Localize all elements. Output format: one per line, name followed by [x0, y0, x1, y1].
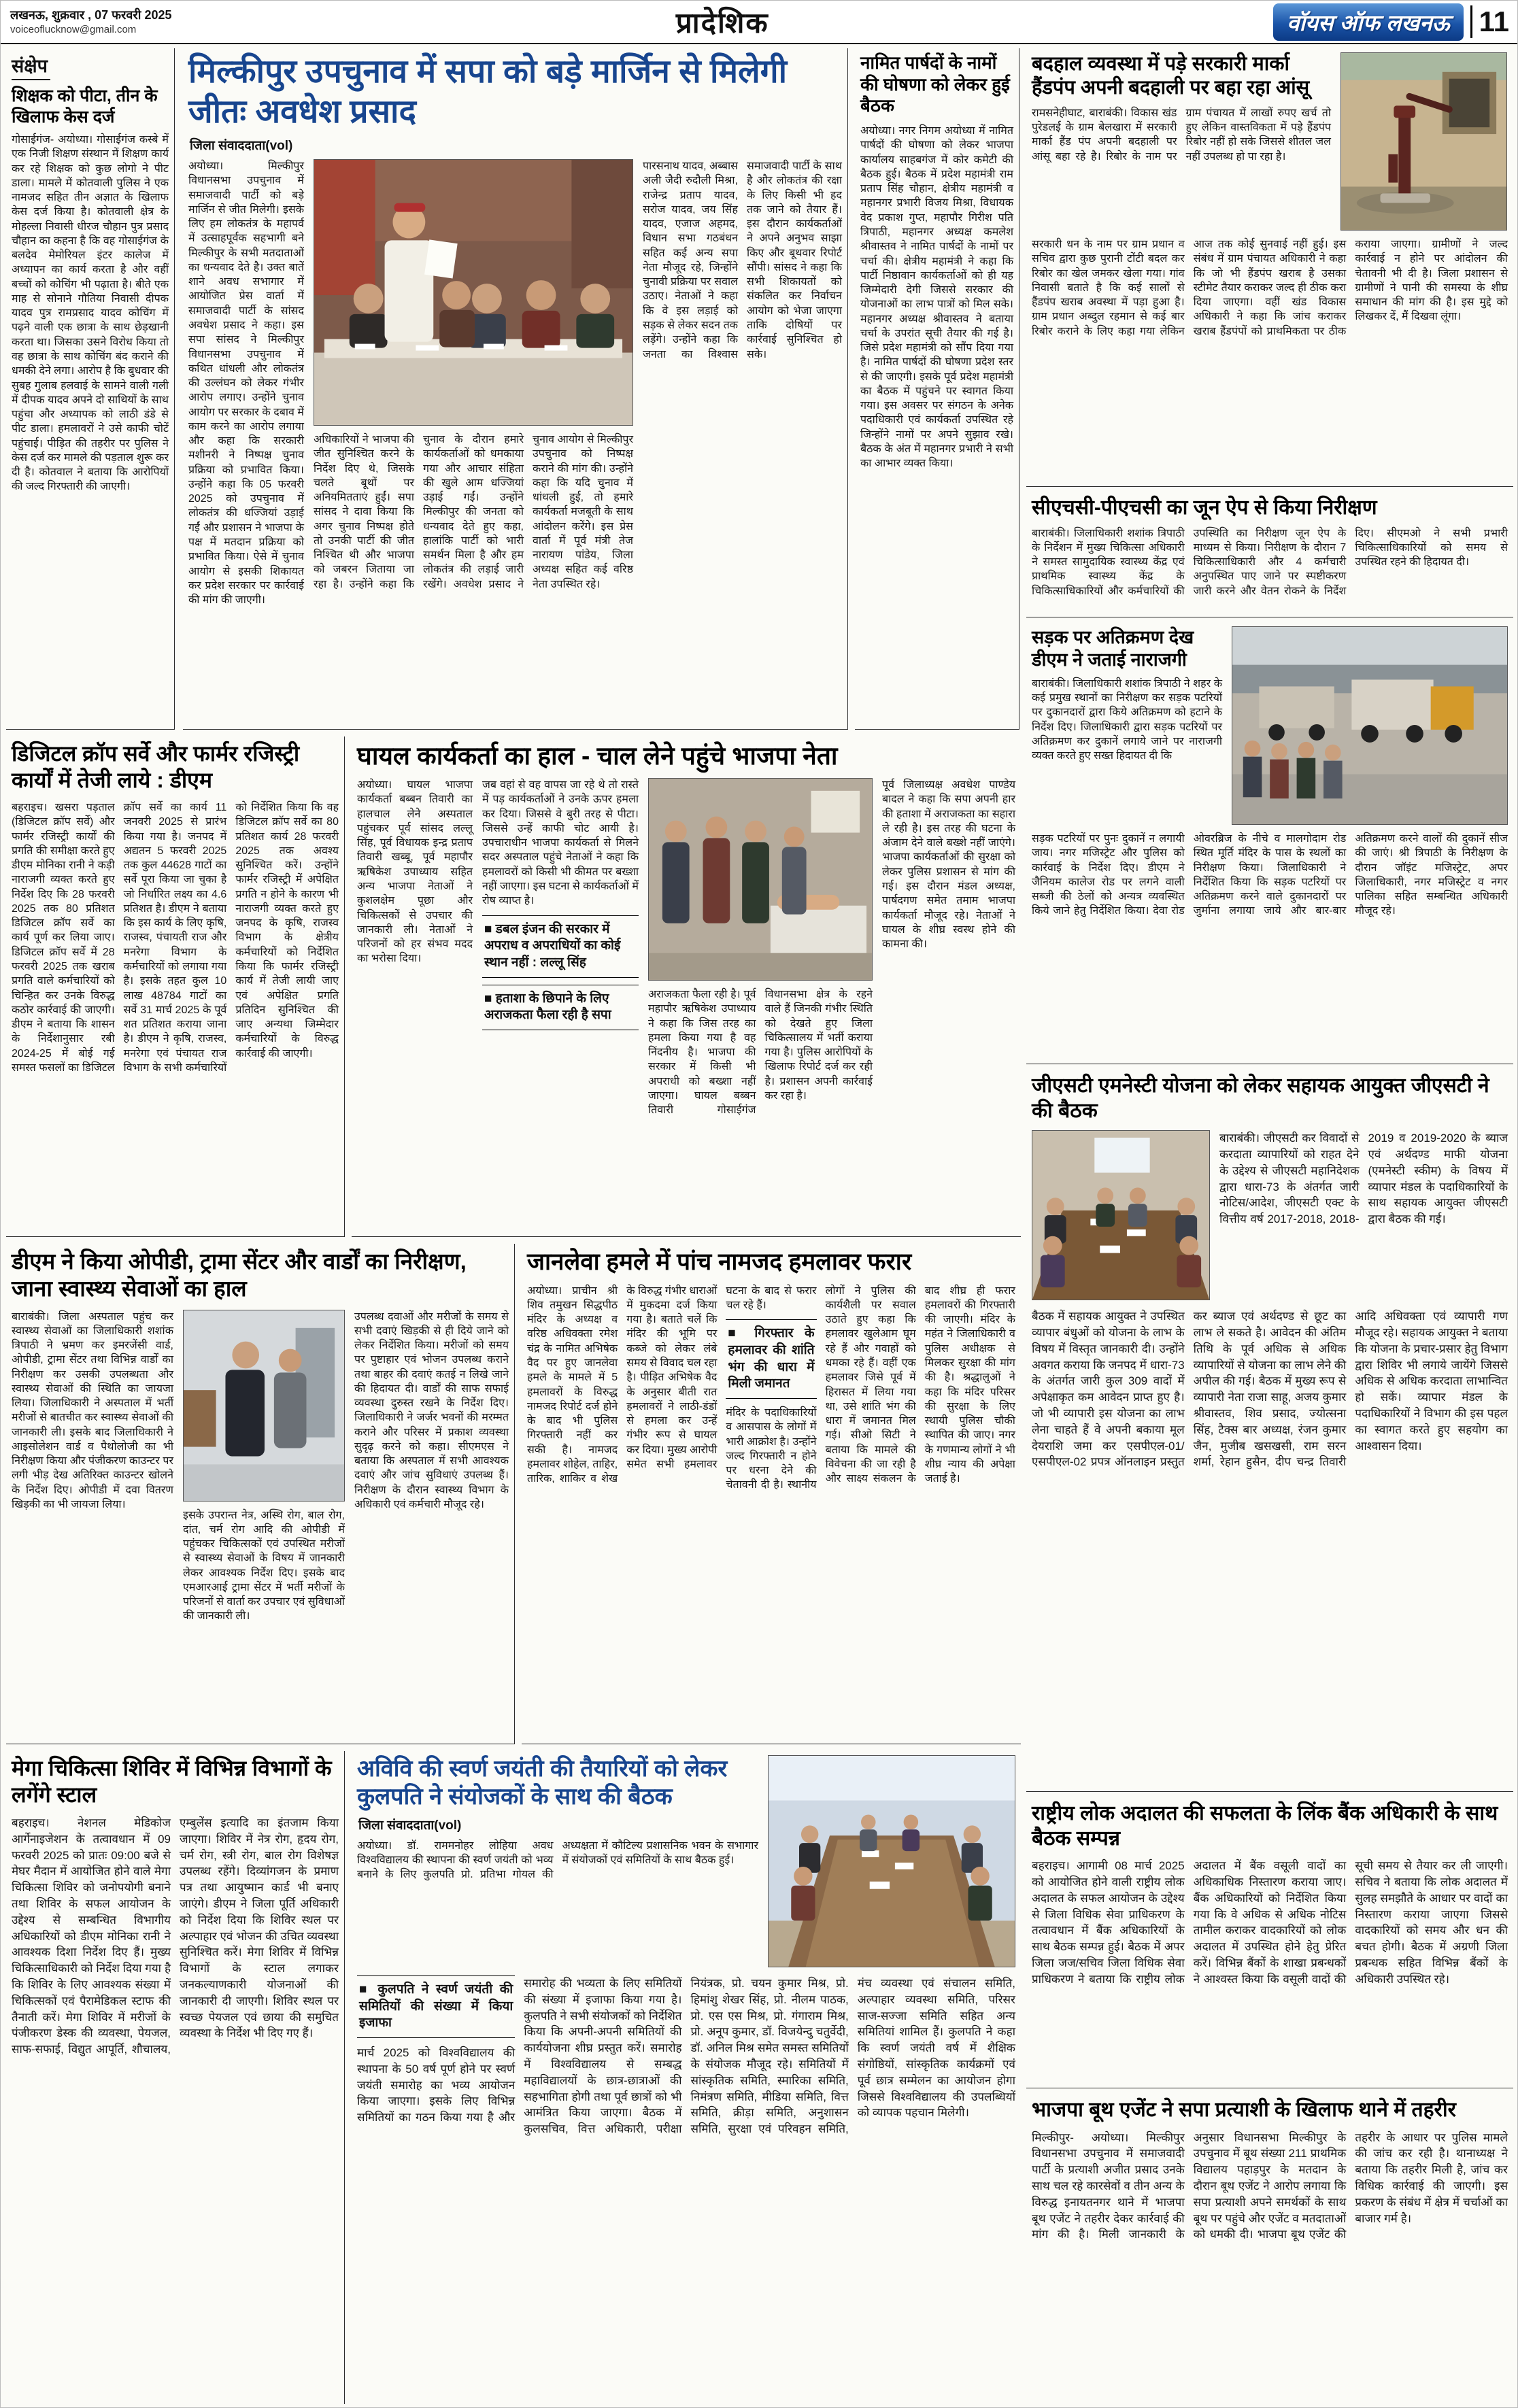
- namit-body: अयोध्या। नगर निगम अयोध्या में नामित पार्षदों की घोषणा को लेकर भाजपा कार्यालय साहबगंज में कोर कमेटी की बैठक हुई। बैठक में प्रदेश महामंत्री राम प्रताप सिंह चौहान, क्षेत्रीय महामंत्री व महानगर प्रभारी विजय मिश्रा, विधायक वेद प्रकाश गुप्त, महापौर गिरीश पति त्रिपाठी, महानगर अध्यक्ष कमलेश श्रीवास्तव ने नामित पार्षदों के नामों पर चर्चा की। क्षेत्रीय महामंत्री ने कहा कि पार्टी निष्ठावान कार्यकर्ताओं को ही यह जिम्मेदारी देगी जिससे सरकार की योजनाओं का लाभ पात्रों को मिल सके। महानगर अध्यक्ष श्रीवास्तव ने बताया चर्चा के उपरांत सूची तैयार की गई है। जिसे प्रदेश महामंत्री को सौंप दिया गया है। नामित पार्षदों की घोषणा प्रदेश स्तर से की जाएगी। इसके पूर्व प्रदेश महामंत्री का बैठक में पहुंचने पर स्वागत किया गया। इस अवसर पर संगठन के अनेक पदाधिकारी एवं कार्यकर्ता उपस्थित रहे जिन्होंने नामों पर अपने सुझाव रखे। बैठक के अंत में महानगर प्रभारी ने सभी का आभार व्यक्त किया।: [860, 125, 1013, 470]
- injured-worker-visit-photo: [648, 778, 873, 981]
- brief-section-label: संक्षेप: [12, 52, 50, 80]
- article-awadh: [352, 1751, 1021, 2404]
- ghayal-body-d: पूर्व जिलाध्यक्ष अवधेश पाण्डेय बादल ने कहा कि सपा अपनी हार की हताशा में अराजकता का सहारा ले रही है। इस तरह की घटना के अंजाम देने वाले बख्शे नहीं जाएंगे। भाजपा कार्यकर्ताओं की सुरक्षा को लेकर पुलिस प्रशासन से मांग की गई। इस दौरान मंडल अध्यक्ष, पार्षदगण समेत तमाम भाजपा कार्यकर्ता मौजूद रहे। नेताओं ने घायल के शीघ्र स्वस्थ होने की कामना की।: [882, 779, 1015, 951]
- article-main: [183, 48, 848, 730]
- main-body-mid: अधिकारियों ने भाजपा की जीत सुनिश्चित करने के निर्देश दिए थे, जिसके चलते बूथों पर अनियमितताएं हुईं। सपा सांसद ने दावा किया कि अगर चुनाव निष्पक्ष होते तो उनकी पार्टी की जीत निश्चित थी और भाजपा को जबरन जिताया जा रहा है। उन्होंने कहा कि चुनाव के दौरान हमारे कार्यकर्ताओं को धमकाया गया और आचार संहिता की खुले आम धज्जियां उड़ाई गईं। उन्होंने मिल्कीपुर की जनता को धन्यवाद देते हुए कहा, हालांकि पार्टी को भारी समर्थन मिला है और हम लोकतंत्र की लड़ाई जारी रखेंगे। अवधेश प्रसाद ने चुनाव आयोग से मिल्कीपुर उपचुनाव को निष्पक्ष कराने की मांग की। उन्होंने कहा कि यदि चुनाव में धांधली हुई, तो हमारे कार्यकर्ता मजबूती के साथ आंदोलन करेंगे। इस प्रेस वार्ता में पूर्व मंत्री तेज नारायण पांडेय, जिला अध्यक्ष सहित कई वरिष्ठ नेता उपस्थित रहे।: [314, 434, 634, 590]
- awadh-body-top: अयोध्या। डॉ. राममनोहर लोहिया अवध विश्वविद्यालय की स्थापना की स्वर्ण जयंती को भव्य बनाने के लिए कुलपति प्रो. प्रतिभा गोयल की अध्यक्षता में कौटिल्य प्रशासनिक भवन के सभागार में संयोजकों एवं समितियों के साथ बैठक हुई।: [357, 1839, 758, 1881]
- ghayal-subhead-1: ■ डबल इंजन की सरकार में अपराध व अपराधियों का कोई स्थान नहीं : लल्लू सिंह: [482, 915, 639, 978]
- dateline-block: [10, 7, 172, 37]
- email-line: voiceoflucknow@gmail.com: [10, 23, 137, 35]
- gst-meeting-photo: [1032, 1130, 1210, 1300]
- main-body-left: अयोध्या। मिल्कीपुर विधानसभा उपचुनाव में समाजवादी पार्टी को बड़े मार्जिन से जीत मिलेगी। इसके लिए हम लोकतंत्र के महापर्व में उत्साहपूर्वक सहभागी बने मिल्कीपुर के सभी मतदाताओं का धन्यवाद देते है। उक्त बातें शाने अवध सभागार में आयोजित प्रेस वार्ता में समाजवादी पार्टी के सांसद अवधेश प्रसाद ने कहा। इस सपा सांसद ने मिल्कीपुर विधानसभा उपचुनाव में कथित धांधली और लोकतंत्र की उल्लंघन को लेकर गंभीर आरोप लगाए। उन्होंने चुनाव आयोग पर सरकार के दबाव में काम करने का आरोप लगाया और कहा कि सरकारी मशीनरी ने निष्पक्ष चुनाव प्रक्रिया को प्रभावित किया। उन्होंने कहा कि 05 फरवरी 2025 को उपचुनाव में लोकतंत्र की धज्जियां उड़ाई गईं और प्रशासन ने भाजपा के पक्ष में मतदान प्रक्रिया को प्रभावित किया। ऐसे में चुनाव आयोग से इसकी शिकायत कर प्रदेश सरकार पर कार्रवाई की मांग की जाएगी।: [188, 160, 304, 607]
- press-conference-photo: [314, 159, 633, 426]
- gst-body-top: बाराबंकी। जीएसटी कर विवादों से करदाता व्यापारियों को राहत देने के उद्देश्य से जीएसटी महानिदेशक द्वारा धारा-73 के अंतर्गत जारी नोटिस/आदेश, जीएसटी एक्ट के वित्तीय वर्ष 2017-2018, 2018-2019 व 2019-2020 के ब्याज एवं अर्थदण्ड माफी योजना (एमनेस्टी स्कीम) के विषय में व्यापार मंडल के पदाधिकारियों के साथ सहायक आयुक्त जीएसटी द्वारा बैठक की गई।: [1219, 1132, 1508, 1226]
- ghayal-body-a: अयोध्या। घायल भाजपा कार्यकर्ता बब्बन तिवारी का हालचाल लेने अस्पताल पहुंचकर पूर्व सांसद लल्लू सिंह, पूर्व विधायक इन्द्र प्रताप तिवारी खब्बू, पूर्व महापौर ऋषिकेश उपाध्याय सहित अन्य भाजपा नेताओं ने कुशलक्षेम पूछा और चिकित्सकों से उपचार की जानकारी ली। नेताओं ने परिजनों को हर संभव मदद का भरोसा दिया।: [357, 779, 473, 965]
- dm-opd-body-a: बाराबंकी। जिला अस्पताल पहुंच कर स्वास्थ्य सेवाओं का जिलाधिकारी शशांक त्रिपाठी ने भ्रमण कर इमरजेंसी वार्ड, ओपीडी, ट्रामा सेंटर तथा विभिन्न वार्डों का निरीक्षण कर उसकी उपलब्धता और स्वास्थ्य सेवाओं की स्थिति का जायजा लिया। जिलाधिकारी ने अस्पताल में भर्ती मरीजों से बातचीत कर स्वास्थ्य सेवाओं की जानकारी ली। इसके बाद जिलाधिकारी ने आइसोलेशन वार्ड व पैथोलोजी का भी निरीक्षण किया और पंजीकरण काउन्टर पर लगी भीड़ देख अतिरिक्त काउन्टर खोलने के निर्देश दिए। ओपीडी में दवा वितरण खिड़की का भी जायजा लिया।: [12, 1310, 173, 1510]
- date-line: लखनऊ, शुक्रवार , 07 फरवरी 2025: [10, 7, 172, 22]
- awadh-byline: जिला संवाददाता(vol): [358, 1818, 462, 1833]
- article-atikraman: [1026, 622, 1513, 1064]
- digital-crop-body: बहराइच। खसरा पड़ताल (डिजिटल क्रॉप सर्वे) और फार्मर रजिस्ट्री कार्यों की प्रगति की समीक्षा करते हुए डीएम मोनिका रानी ने कड़ी नाराजगी व्यक्त करते हुए निर्देश दिए कि 28 फरवरी 2025 तक 80 प्रतिशत डिजिटल क्रॉप सर्वे का कार्य पूर्ण कर लिया जाए। डिजिटल क्रॉप सर्वे में 28 फरवरी 2025 तक खराब प्रगति वाले कर्मचारियों को चिन्हित कर उनके विरुद्ध कठोर कार्रवाई की जाएगी। डीएम ने बताया कि शासन के निर्देशानुसार रबी 2024-25 में बोई गई समस्त फसलों का डिजिटल क्रॉप सर्वे का कार्य 11 जनवरी 2025 से प्रारंभ किया गया है। जनपद में अद्यतन 5 फरवरी 2025 तक कुल 44628 गाटों का सर्वे पूरा किया जा चुका है जो निर्धारित लक्ष्य का 4.6 प्रतिशत है। डीएम ने बताया कि इस कार्य के लिए कृषि, राजस्व, पंचायती राज और मनरेगा विभाग के कर्मचारियों को लगाया गया है। इसके तहत कुल 10 लाख 48784 गाटों का सर्वे 31 मार्च 2025 के पूर्व शत प्रतिशत कराया जाना है। डीएम ने कृषि, राजस्व, मनरेगा एवं पंचायत राज विभाग के सभी कर्मचारियों को निर्देशित किया कि वह डिजिटल क्रॉप सर्वे का 80 प्रतिशत कार्य 28 फरवरी 2025 तक अवश्य सुनिश्चित करें। उन्होंने फार्मर रजिस्ट्री में अपेक्षित प्रगति न होने के कारण भी नाराजगी व्यक्त करते हुए जनपद के कृषि, राजस्व विभाग के क्षेत्रीय कर्मचारियों को निर्देशित किया कि फार्मर रजिस्ट्री कार्य में तेजी लायी जाए एवं अपेक्षित प्रगति प्रतिदिन सुनिश्चित की जाए अन्यथा जिम्मेदार कर्मचारियों के विरुद्ध कार्रवाई की जाएगी।: [12, 802, 339, 1074]
- ghayal-headline: घायल कार्यकर्ता का हाल - चाल लेने पहुंचे भाजपा नेता: [357, 742, 838, 770]
- namit-headline: नामित पार्षदों के नामों की घोषणा को लेकर हुई बैठक: [860, 52, 1010, 116]
- dm-opd-body-c: उपलब्ध दवाओं और मरीजों के समय से सभी दवाएं खिड़की से ही दिये जाने को लेकर निर्देशित किया। मरीजों को समय पर पुष्टाहार एवं भोजन उपलब्ध कराने तथा बाहर की दवाएं कतई न लिखे जाने की हिदायत दी। वार्डों की साफ सफाई व्यवस्था दुरुस्त रखने के निर्देश दिए। जिलाधिकारी ने जर्जर भवनों की मरम्मत कराने और परिसर में प्रकाश व्यवस्था सुदृढ़ करने को कहा। सीएमएस ने बताया कि अस्पताल में सभी आवश्यक दवाएं और जांच सुविधाएं उपलब्ध हैं। निरीक्षण के दौरान स्वास्थ्य विभाग के अधिकारी एवं कर्मचारी मौजूद रहे।: [354, 1310, 509, 1510]
- article-namit: [855, 48, 1019, 730]
- article-dm-opd: [6, 1244, 515, 1744]
- janleva-headline: जानलेवा हमले में पांच नामजद हमलावर फरार: [527, 1249, 912, 1275]
- ghayal-body-b: जब वहां से वह वापस जा रहे थे तो रास्ते में पड़ कार्यकर्ताओं ने उनके ऊपर हमला कर दिया। जिससे वे बुरी तरह से पीटा। जिससे उन्हें काफी चोट आयी है। उपचाराधीन भाजपा कार्यकर्ता से मिलने सदर अस्पताल पहुंचे नेताओं ने कहा कि हमलावरों को किसी भी कीमत पर बख्शा नहीं जाएगा। इस घटना से कार्यकर्ताओं में रोष व्याप्त है।: [482, 779, 639, 907]
- lok-adalat-headline: राष्ट्रीय लोक अदालत की सफलता के लिंक बैंक अधिकारी के साथ बैठक सम्पन्न: [1032, 1802, 1498, 1850]
- page-number: 11: [1470, 5, 1509, 38]
- main-byline: जिला संवाददाता(vol): [190, 139, 293, 154]
- gst-body-bottom: बैठक में सहायक आयुक्त ने उपस्थित व्यापार बंधुओं को योजना के लाभ के विषय में विस्तृत जानकारी दी। उन्होंने अवगत कराया कि जनपद में धारा-73 के अंतर्गत जारी कुल 309 वादों में अपेक्षाकृत कम आवेदन प्राप्त हुए है। जो भी व्यापारी इस योजना का लाभ लेना चाहते हैं वे अपनी बकाया मूल देयराशि जमा कर एसपीएल-01/एसपीएल-02 प्रपत्र ऑनलाइन प्रस्तुत कर ब्याज एवं अर्थदण्ड से छूट का लाभ ले सकते है। आवेदन की अंतिम तिथि के पूर्व अधिक से अधिक व्यापारियों से योजना का लाभ लेने की अपील की गई। बैठक में मुख्य रूप से व्यापारी नेता राजा साहू, अजय कुमार श्रीवास्तव, शिव प्रसाद, ज्योत्सना सिंह, टैक्स बार अध्यक्ष, रंजन कुमार जैन, मुजीब खसखसी, राम सरन शर्मा, रेहान हुसैन, दीप चन्द्र तिवारी आदि अधिवक्ता एवं व्यापारी गण मौजूद रहे। सहायक आयुक्त ने बताया कि योजना के प्रचार-प्रसार हेतु विभाग द्वारा शिविर भी लगाये जायेंगे जिससे अधिक से अधिक करदाता लाभान्वित हो सकें। व्यापार मंडल के पदाधिकारियों ने विभाग की इस पहल का स्वागत करते हुए सहयोग का आश्वासन दिया।: [1032, 1310, 1508, 1469]
- awadh-body-bottom: मार्च 2025 को विश्वविद्यालय की स्थापना के 50 वर्ष पूर्ण होने पर स्वर्ण जयंती समारोह का भव्य आयोजन किया जाएगा। इसके लिए विभिन्न समितियों का गठन किया गया है और समारोह की भव्यता के लिए समितियों की संख्या में इजाफा किया गया है। कुलपति ने सभी संयोजकों को निर्देशित किया कि अपनी-अपनी समितियों की कार्ययोजना शीघ्र प्रस्तुत करें। समारोह में विश्वविद्यालय से सम्बद्ध महाविद्यालयों के छात्र-छात्राओं की सहभागिता होगी तथा पूर्व छात्रों को भी आमंत्रित किया जाएगा। बैठक में कुलसचिव, वित्त अधिकारी, परीक्षा नियंत्रक, प्रो. चयन कुमार मिश्र, प्रो. हिमांशु शेखर सिंह, प्रो. नीलम पाठक, प्रो. एस एस मिश्र, प्रो. गंगाराम मिश्र, प्रो. अनूप कुमार, डॉ. विजयेन्दु चतुर्वेदी, डॉ. अनिल मिश्र समेत समस्त समितियों के संयोजक मौजूद रहे। समितियों में सांस्कृतिक समिति, स्मारिका समिति, निमंत्रण समिति, मीडिया समिति, वित्त समिति, क्रीड़ा समिति, अनुशासन समिति, सुरक्षा एवं परिवहन समिति, मंच व्यवस्था एवं संचालन समिति, अल्पाहार व्यवस्था समिति, परिसर साज-सज्जा समिति सहित अन्य समितियां शामिल हैं। कुलपति ने कहा कि स्वर्ण जयंती वर्ष में शैक्षिक संगोष्ठियों, सांस्कृतिक कार्यक्रमों एवं पूर्व छात्र सम्मेलन का आयोजन होगा जिससे विश्वविद्यालय की उपलब्धियों को व्यापक पहचान मिलेगी।: [357, 1977, 1015, 2136]
- bjp-booth-body: मिल्कीपुर- अयोध्या। मिल्कीपुर विधानसभा उपचुनाव में समाजवादी पार्टी के प्रत्याशी अजीत प्रसाद उनके साथ चल रहे कारसेवों व तीन अन्य के विरुद्ध इनायतनगर थाने में भाजपा बूथ एजेंट ने तहरीर देकर कार्रवाई की मांग की है। मिली जानकारी के अनुसार विधानसभा मिल्कीपुर के उपचुनाव में बूथ संख्या 211 प्राथमिक विद्यालय पहाड़पुर के मतदान के दौरान बूथ एजेंट ने आरोप लगाया कि सपा प्रत्याशी अपने समर्थकों के साथ बूथ पर पहुंचे और एजेंट व मतदाताओं को धमकी दी। भाजपा बूथ एजेंट की तहरीर के आधार पर पुलिस मामले की जांच कर रही है। थानाध्यक्ष ने बताया कि तहरीर मिली है, जांच कर विधिक कार्रवाई की जाएगी। इस प्रकरण के संबंध में क्षेत्र में चर्चाओं का बाजार गर्म है।: [1032, 2131, 1508, 2241]
- janleva-body-1: अयोध्या। प्राचीन श्री शिव तमुखन सिद्धपीठ मंदिर के अध्यक्ष व वरिष्ठ अधिवक्ता रमेश चंद्र के नामित अभिषेक वैद पर हुए जानलेवा हमले के मामले में 5 हमलावरों के विरुद्ध नामजद रिपोर्ट दर्ज होने के बाद भी पुलिस गिरफ्तारी नहीं कर सकी है। नामजद हमलावर शोहेल, ताहिर, तारिक, शाकिर व शेख के विरुद्ध गंभीर धाराओं में मुकदमा दर्ज किया गया है। बताते चलें कि मंदिर की भूमि पर कब्जे को लेकर लंबे समय से विवाद चल रहा है। पीड़ित अभिषेक वैद के अनुसार बीती रात हमलावरों ने लाठी-डंडों से हमला कर उन्हें गंभीर रूप से घायल कर दिया। मुख्य आरोपी समेत सभी हमलावर घटना के बाद से फरार चल रहे हैं।: [527, 1285, 817, 1485]
- article-ghayal: [352, 736, 1021, 1237]
- brief-headline: शिक्षक को पीटा, तीन के खिलाफ केस दर्ज: [12, 86, 158, 126]
- mega-body: बहराइच। नेशनल मेडिकोज आर्गेनाइजेशन के तत्वावधान में 09 फरवरी 2025 को प्रातः 09:00 बजे से मेघर मैदान में आयोजित होने वाले मेगा चिकित्सा शिविर को जनोपयोगी बनाने तथा शिविर के सफल आयोजन के उद्देश्य से सम्बन्धित विभागीय अधिकारियों को डीएम मोनिका रानी ने आवश्यक दिशा निर्देश दिए हैं। मुख्य चिकित्साधिकारी को निर्देश दिया गया है कि शिविर के लिए आवश्यक संख्या में चिकित्सकों एवं पैरामेडिकल स्टाफ की तैनाती करें। मेगा शिविर में मरीजों के पंजीकरण डेस्क की व्यवस्था, पेयजल, साफ-सफाई, विद्युत आपूर्ति, शौचालय, एम्बुलेंस इत्यादि का इंतजाम किया जाएगा। शिविर में नेत्र रोग, हृदय रोग, चर्म रोग, स्त्री रोग, बाल रोग विशेषज्ञ उपलब्ध रहेंगे। दिव्यांगजन के प्रमाण पत्र तथा आयुष्मान कार्ड भी बनाए जाएंगे। डीएम ने जिला पूर्ति अधिकारी को निर्देश दिया कि शिविर स्थल पर अल्पाहार एवं भोजन की उचित व्यवस्था सुनिश्चित करें। मेगा शिविर में विभिन्न विभागों के स्टाल लगाकर जनकल्याणकारी योजनाओं की जानकारी दी जाएगी। शिविर स्थल पर स्वच्छ पेयजल एवं छाया की समुचित व्यवस्था के निर्देश भी दिए गए हैं।: [12, 1816, 339, 2056]
- digital-crop-headline: डिजिटल क्रॉप सर्वे और फार्मर रजिस्ट्री कार्यों में तेजी लाये : डीएम: [12, 741, 300, 793]
- awadh-headline: अविवि की स्वर्ण जयंती की तैयारियों को लेकर कुलपति ने संयोजकों के साथ की बैठक: [357, 1756, 728, 1810]
- article-brief: [6, 48, 175, 730]
- article-chc: [1026, 492, 1513, 617]
- article-bjp-booth: [1026, 2094, 1513, 2403]
- dm-opd-headline: डीएम ने किया ओपीडी, ट्रामा सेंटर और वार्डों का निरीक्षण, जाना स्वास्थ्य सेवाओं का हाल: [12, 1249, 467, 1302]
- section-title: प्रादेशिक: [675, 6, 769, 39]
- lok-adalat-body: बहराइच। आगामी 08 मार्च 2025 को आयोजित होने वाली राष्ट्रीय लोक अदालत के सफल आयोजन के उद्देश्य से जिला विधिक सेवा प्राधिकरण के तत्वावधान में बैंक अधिकारियों के साथ बैठक सम्पन्न हुई। बैठक में अपर जिला जज/सचिव जिला विधिक सेवा प्राधिकरण ने बताया कि राष्ट्रीय लोक अदालत में बैंक वसूली वादों का अधिकाधिक निस्तारण कराया जाए। बैंक अधिकारियों को निर्देशित किया गया कि वे अधिक से अधिक नोटिस तामील कराकर वादकारियों को लोक अदालत में उपस्थित होने हेतु प्रेरित करें। विभिन्न बैंकों के शाखा प्रबन्धकों ने आश्वस्त किया कि वसूली वादों की सूची समय से तैयार कर ली जाएगी। सचिव ने बताया कि लोक अदालत में सुलह समझौते के आधार पर वादों का निस्तारण कराया जाएगा जिससे वादकारियों को समय और धन की बचत होगी। बैठक में अग्रणी जिला प्रबन्धक सहित विभिन्न बैंकों के अधिकारी उपस्थित रहे।: [1032, 1859, 1508, 1986]
- ghayal-body-c: अराजकता फैला रही है। पूर्व महापौर ऋषिकेश उपाध्याय ने कहा कि जिस तरह का हमला किया गया है वह निंदनीय है। भाजपा की सरकार में किसी भी अपराधी को बख्शा नहीं जाएगा। घायल बब्बन तिवारी गोसाईगंज विधानसभा क्षेत्र के रहने वाले हैं जिनकी गंभीर स्थिति को देखते हुए जिला चिकित्सालय में भर्ती कराया गया है। पुलिस आरोपियों के खिलाफ रिपोर्ट दर्ज कर रही है। प्रशासन अपनी कार्रवाई कर रहा है।: [648, 989, 873, 1117]
- article-gst: [1026, 1070, 1513, 1792]
- janleva-body-2: मंदिर के पदाधिकारियों व आसपास के लोगों में भारी आक्रोश है। उन्होंने जल्द गिरफ्तारी न होने पर धरना देने की चेतावनी दी है। स्थानीय लोगों ने पुलिस की कार्यशैली पर सवाल उठाते हुए कहा कि हमलावर खुलेआम घूम रहे हैं और गवाहों को धमका रहे हैं। वहीं एक हमलावर जिसे पूर्व में हिरासत में लिया गया था, उसे शांति भंग की धारा में जमानत मिल गई। सीओ सिटी ने बताया कि मामले की विवेचना की जा रही है और साक्ष्य संकलन के बाद शीघ्र ही फरार हमलावरों की गिरफ्तारी की जाएगी। मंदिर के महंत ने जिलाधिकारी व पुलिस अधीक्षक से मिलकर सुरक्षा की मांग की है। श्रद्धालुओं ने कहा कि मंदिर परिसर की सुरक्षा के लिए स्थायी पुलिस चौकी स्थापित की जाए। नगर के गणमान्य लोगों ने भी शीघ्र न्याय की अपेक्षा जताई है।: [726, 1285, 1015, 1491]
- atikraman-headline: सड़क पर अतिक्रमण देख डीएम ने जताई नाराजगी: [1032, 627, 1194, 670]
- handpump-headline: बदहाल व्यवस्था में पड़े सरकारी मार्का हैंडपंप अपनी बदहाली पर बहा रहा आंसू: [1032, 53, 1310, 99]
- handpump-body-bottom: सरकारी धन के नाम पर ग्राम प्रधान व सचिव द्वारा कुछ पुरानी टोंटी बदल कर रिबोर का खेल जमकर खेला गया। गांव निवासी बताते है कि कई सालों से हैंडपंप खराब अवस्था में पड़ा हुआ है। ग्राम प्रधान अब्दुल रहमान से कई बार रिबोर कराने के लिए कहा गया लेकिन आज तक कोई सुनवाई नहीं हुई। इस संबंध में ग्राम पंचायत अधिकारी ने कहा कि जो भी हैंडपंप खराब है उसका स्टीमेट तैयार कराकर जल्द ही ठीक करा दिया जाएगा। वहीं खंड विकास अधिकारी ने कहा कि जांच कराकर खराब हैंडपंपों को प्राथमिकता पर ठीक कराया जाएगा। ग्रामीणों ने जल्द कार्रवाई न होने पर आंदोलन की चेतावनी भी दी है। जिला प्रशासन से ग्रामीणों ने पानी की समस्या के शीघ्र समाधान की मांग की है। इस मुद्दे को लिखकर दें, मैं दिखवा लूंगा।: [1032, 239, 1508, 337]
- bjp-booth-headline: भाजपा बूथ एजेंट ने सपा प्रत्याशी के खिलाफ थाने में तहरीर: [1032, 2099, 1456, 2121]
- awadh-subhead: ■ कुलपति ने स्वर्ण जयंती की समितियों की संख्या में किया इजाफा: [357, 1975, 515, 2038]
- article-digital-crop: [6, 736, 345, 1237]
- atikraman-body-top: बाराबंकी। जिलाधिकारी शशांक त्रिपाठी ने शहर के कई प्रमुख स्थानों का निरीक्षण कर सड़क पटरियों पर दुकानदारों द्वारा किये अतिक्रमण को हटाने के निर्देश दिए। जिलाधिकारी द्वारा सड़क पटरियों पर अतिक्रमण कर दुकानें लगाये जाने पर नाराजगी व्यक्त करते हुए सख्त हिदायत दी कि: [1032, 677, 1222, 762]
- brief-body: गोसाईगंज- अयोध्या। गोसाईगंज कस्बे में एक निजी शिक्षण संस्थान में शिक्षण कार्य कर रहे शिक्षक को कुछ लोगो ने पीट डाला। मामले में कोतवाली पुलिस ने एक नामजद सहित तीन अज्ञात के खिलाफ केस दर्ज किया है। कोतवाली क्षेत्र के मोहल्ला निवासी धीरज चौहान पुत्र प्रसाद चौहान का कहना है कि वह गोसाईगंज के बलदेव मेमोरियल इंटर कालेज में अध्यापन का कार्य करता है और वहीं बच्चों को कोचिंग भी पढ़ाता है। बीते एक माह से सोनाने गौतिया निवासी दीपक यादव पुत्र रामप्रसाद यादव कोचिंग में पढ़ने वाली एक छात्रा के साथ छेड़खानी करता था। जिसका उसने विरोध किया तो वह छात्रा के साथ कोचिंग बंद कराने की धमकी देने लगा। आरोप है कि बुधवार की सुबह गुलाब हलवाई के सामने वाली गली में दीपक यादव अपने दो साथियों के साथ पहुंचा और अध्यापक को लाठी डंडे से पीट डाला। हमलावरों ने उसे काफी चोटें पहुंचाई। पीड़ित की तहरीर पर पुलिस ने केस दर्ज कर मामले की पड़ताल शुरू कर दी है। कोतवाल ने बताया कि आरोपियों की जल्द गिरफ्तारी की जाएगी।: [12, 134, 169, 493]
- masthead: [1273, 3, 1509, 41]
- article-lok-adalat: [1026, 1797, 1513, 2088]
- handpump-photo: [1340, 52, 1507, 231]
- mega-headline: मेगा चिकित्सा शिविर में विभिन्न विभागों के लगेंगे स्टाल: [12, 1756, 332, 1808]
- dm-opd-body-b: इसके उपरान्त नेत्र, अस्थि रोग, बाल रोग, दांत, चर्म रोग आदि की ओपीडी में पहुंचकर चिकित्सकों एवं उपस्थित मरीजों से स्वास्थ्य सेवाओं के विषय में जानकारी लेकर आवश्यक निर्देश दिए। इसके बाद एमआरआई ट्रामा सेंटर में भर्ती मरीजों के परिजनों से वार्ता कर उपचार एवं सुविधाओं की जानकारी ली।: [183, 1509, 345, 1623]
- university-meeting-photo: [768, 1755, 1015, 1967]
- ghayal-subhead-2: ■ हताशा के छिपाने के लिए अराजकता फैला रही है सपा: [482, 985, 639, 1030]
- handpump-body-top: रामसनेहीघाट, बाराबंकी। विकास खंड पुरेडलई के ग्राम बेलखारा में सरकारी मार्का हैंड पंप अपनी बदहाली पर आंसू बहा रहे है। रिबोर के नाम पर ग्राम पंचायत में लाखों रुपए खर्च तो हुए लेकिन वास्तविकता में पड़े हैंडपंप रिबोर नहीं हो सके जिससे शीतल जल नहीं उपलब्ध हो पा रहा है।: [1032, 107, 1331, 163]
- chc-body: बाराबंकी। जिलाधिकारी शशांक त्रिपाठी के निर्देशन में मुख्य चिकित्सा अधिकारी ने समस्त सामुदायिक स्वास्थ्य केंद्र एवं प्राथमिक स्वास्थ्य केंद्र के चिकित्साधिकारियों और कर्मचारियों की उपस्थिति का निरीक्षण जून ऐप के माध्यम से किया। निरीक्षण के दौरान 7 चिकित्साधिकारी और 4 कर्मचारी अनुपस्थित पाए जाने पर स्पष्टीकरण जारी करने और वेतन रोकने के निर्देश दिए। सीएमओ ने सभी प्रभारी चिकित्साधिकारियों को समय से उपस्थित रहने की हिदायत दी।: [1032, 527, 1508, 597]
- article-mega: [6, 1751, 345, 2404]
- janleva-subhead: ■ गिरफ्तार के हमलावर की शांति भंग की धारा में मिली जमानत: [726, 1319, 816, 1399]
- page-header: [1, 1, 1518, 44]
- main-headline: मिल्कीपुर उपचुनाव में सपा को बड़े मार्जिन से मिलेगी जीतः अवधेश प्रसाद: [188, 54, 788, 130]
- main-body-right: पारसनाथ यादव, अब्बास अली जैदी रुदौली मिश्रा, राजेन्द्र प्रताप यादव, सरोज यादव, जय सिंह यादव, एजाज अहमद, विधान सभा गठबंधन सहित कई अन्य सपा नेता मौजूद रहे, जिन्होंने चुनावी प्रक्रिया पर सवाल उठाए। नेताओं ने कहा कि वे इस लड़ाई को सड़क से लेकर सदन तक लड़ेंगे। उन्होंने कहा कि जनता का विश्वास समाजवादी पार्टी के साथ है और लोकतंत्र की रक्षा के लिए किसी भी हद तक जाने को तैयार हैं। इस दौरान कार्यकर्ताओं ने अपने अनुभव साझा किए और बूथवार रिपोर्ट सौंपी। सांसद ने कहा कि सभी शिकायतों को संकलित कर निर्वाचन आयोग को भेजा जाएगा ताकि दोषियों पर कार्रवाई सुनिश्चित हो सके।: [643, 160, 842, 360]
- hospital-inspection-photo: [183, 1310, 345, 1502]
- atikraman-body-bottom: सड़क पटरियों पर पुनः दुकानें न लगायी जाय। नगर मजिस्ट्रेट और पुलिस को कार्रवाई के निर्देश दिए। डीएम ने जैनियम कालेज रोड पर लगने वाली सब्जी की ठेलों को अन्यत्र व्यवस्थित किये जाने हेतु निर्देशित किया। देवा रोड ओवरब्रिज के नीचे व मालगोदाम रोड स्थित मूर्ति मंदिर के पास के स्थलों का निरीक्षण किया। जिलाधिकारी ने निर्देशित किया कि सड़क पटरियों पर अतिक्रमण करने वाले दुकानदारों पर जुर्माना लगाया जाये और बार-बार अतिक्रमण करने वालों की दुकानें सीज की जाएं। श्री त्रिपाठी के निरीक्षण के दौरान जॉइंट मजिस्ट्रेट, अपर जिलाधिकारी, नगर मजिस्ट्रेट व नगर पालिका सहित सम्बन्धित अधिकारी मौजूद रहे।: [1032, 833, 1508, 917]
- chc-headline: सीएचसी-पीएचसी का जून ऐप से किया निरीक्षण: [1032, 496, 1377, 519]
- article-handpump: [1026, 48, 1513, 487]
- masthead-logo: वॉयस ऑफ लखनऊ: [1273, 3, 1463, 41]
- article-janleva: [522, 1244, 1021, 1744]
- gst-headline: जीएसटी एमनेस्टी योजना को लेकर सहायक आयुक्त जीएसटी ने की बैठक: [1032, 1074, 1489, 1122]
- street-encroachment-photo: [1232, 626, 1508, 825]
